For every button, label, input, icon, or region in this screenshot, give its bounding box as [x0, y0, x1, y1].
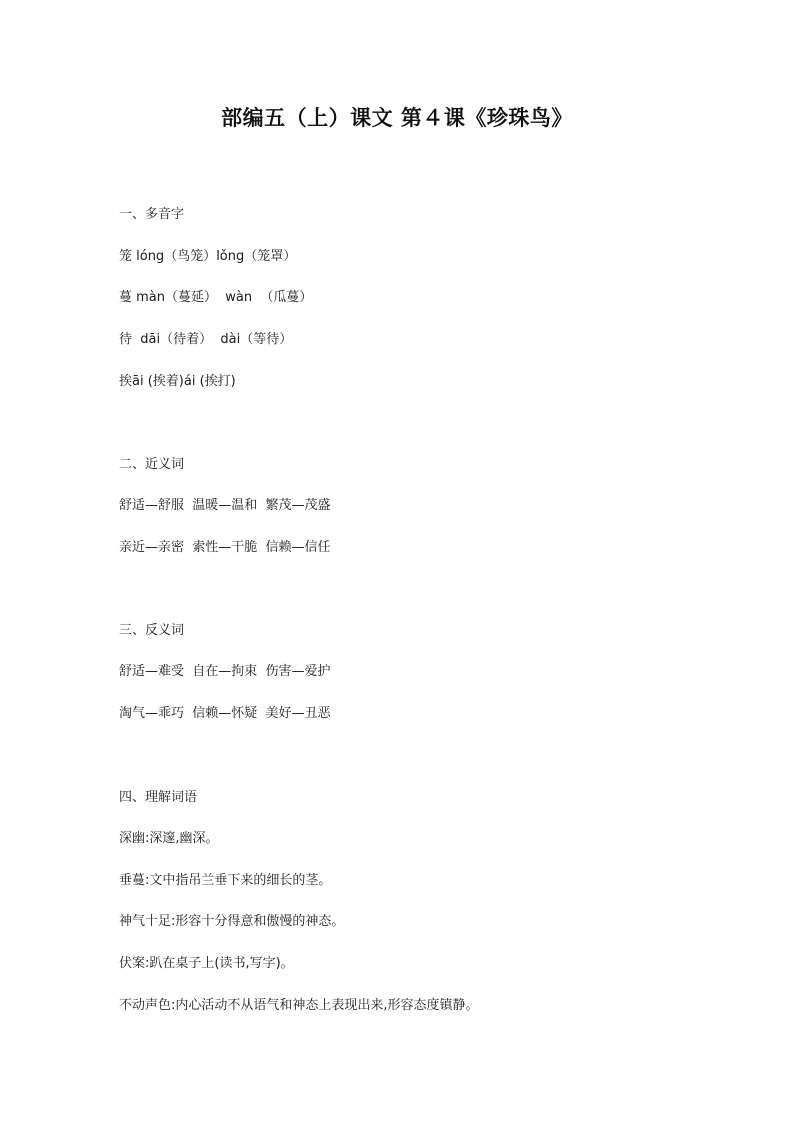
polyphonic-item: 挨āi (挨着)ái (挨打)	[119, 374, 236, 389]
polyphonic-item: 待 dāi（待着） dài（等待）	[119, 332, 293, 347]
section-heading-polyphonic: 一、多音字	[119, 207, 185, 222]
vocabulary-item: 伏案:趴在桌子上(读书,写字)。	[119, 956, 294, 971]
synonym-item: 舒适—舒服 温暖—温和 繁茂—茂盛	[119, 498, 331, 513]
synonym-item: 亲近—亲密 索性—干脆 信赖—信任	[119, 540, 331, 555]
vocabulary-item: 深幽:深邃,幽深。	[119, 831, 219, 846]
section-heading-antonyms: 三、反义词	[119, 623, 185, 638]
polyphonic-item: 笼 lóng（鸟笼）lǒng（笼罩）	[119, 249, 297, 264]
section-heading-vocabulary: 四、理解词语	[119, 790, 198, 805]
vocabulary-item: 垂蔓:文中指吊兰垂下来的细长的茎。	[119, 873, 332, 888]
page-title: 部编五（上）课文 第４课《珍珠鸟》	[221, 106, 573, 130]
antonym-item: 淘气—乖巧 信赖—怀疑 美好—丑恶	[119, 706, 331, 721]
polyphonic-item: 蔓 màn（蔓延） wàn （瓜蔓）	[119, 290, 313, 305]
section-heading-synonyms: 二、近义词	[119, 457, 185, 472]
vocabulary-item: 神气十足:形容十分得意和傲慢的神态。	[119, 914, 345, 929]
vocabulary-item: 不动声色:内心活动不从语气和神态上表现出来,形容态度镇静。	[119, 998, 479, 1013]
antonym-item: 舒适—难受 自在—拘束 伤害—爱护	[119, 664, 331, 679]
